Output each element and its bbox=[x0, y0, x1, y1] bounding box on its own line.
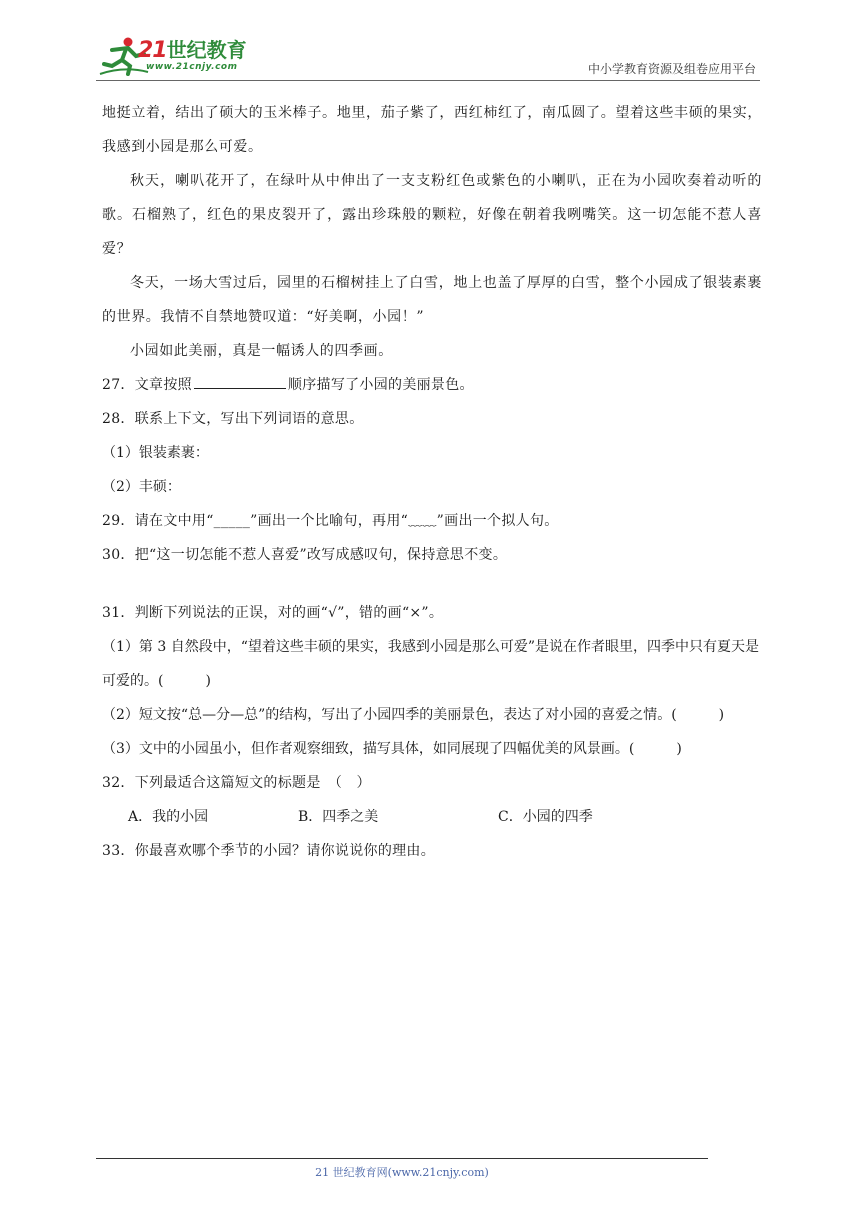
passage-paragraph: 秋天，喇叭花开了，在绿叶从中伸出了一支支粉红色或紫色的小喇叭，正在为小园吹奏着动听的歌。石榴熟了，红色的果皮裂开了，露出珍珠般的颗粒，好像在朝着我咧嘴笑。这一切怎能不惹人喜爱？ bbox=[102, 173, 762, 257]
site-logo bbox=[96, 34, 266, 78]
question-33: 33．你最喜欢哪个季节的小园？请你说说你的理由。 bbox=[102, 843, 436, 859]
passage-paragraph: 冬天，一场大雪过后，园里的石榴树挂上了白雪，地上也盖了厚厚的白雪，整个小园成了银装素裹的世界。我情不自禁地赞叹道：“好美啊，小园！” bbox=[102, 275, 762, 325]
logo-wordmark bbox=[138, 34, 247, 63]
footer-divider bbox=[96, 1158, 708, 1159]
question-31: 31．判断下列说法的正误，对的画“√”，错的画“×”。 bbox=[102, 605, 444, 621]
answer-blank[interactable] bbox=[194, 374, 286, 389]
question-28-item: （2）丰硕： bbox=[102, 479, 181, 495]
logo-number: 21 bbox=[138, 38, 167, 63]
passage-paragraph: 小园如此美丽，真是一幅诱人的四季画。 bbox=[130, 343, 393, 359]
question-32-options bbox=[102, 800, 762, 834]
logo-url: www.21cnjy.com bbox=[146, 62, 238, 72]
option-c[interactable]: C．小园的四季 bbox=[498, 809, 593, 825]
option-b[interactable]: B．四季之美 bbox=[298, 809, 379, 825]
question-27 bbox=[102, 368, 762, 402]
question-27-after: 顺序描写了小园的美丽景色。 bbox=[287, 377, 474, 393]
question-30: 30．把“这一切怎能不惹人喜爱”改写成感叹句，保持意思不变。 bbox=[102, 547, 508, 563]
answer-space bbox=[102, 572, 762, 596]
question-28-item: （1）银装素裹： bbox=[102, 445, 209, 461]
passage-paragraph: 地挺立着，结出了硕大的玉米棒子。地里，茄子紫了，西红柿红了，南瓜圆了。望着这些丰硕的果实，我感到小园是那么可爱。 bbox=[102, 105, 762, 155]
logo-name: 世纪教育 bbox=[166, 38, 247, 62]
question-29: 29．请在文中用“_____”画出一个比喻句，再用“﹏﹏”画出一个拟人句。 bbox=[102, 513, 559, 529]
question-31-item: （3）文中的小园虽小，但作者观察细致，描写具体，如同展现了四幅优美的风景画。( ) bbox=[102, 741, 682, 757]
document-body bbox=[102, 96, 762, 868]
page-header bbox=[96, 34, 760, 81]
option-a[interactable]: A．我的小园 bbox=[128, 809, 209, 825]
question-28: 28．联系上下文，写出下列词语的意思。 bbox=[102, 411, 364, 427]
platform-title: 中小学教育资源及组卷应用平台 bbox=[587, 62, 756, 76]
question-31-item: （1）第 3 自然段中，“望着这些丰硕的果实，我感到小园是那么可爱”是说在作者眼里，四季中只有夏天是可爱的。( ) bbox=[102, 639, 760, 689]
question-31-item: （2）短文按“总—分—总”的结构，写出了小园四季的美丽景色，表达了对小园的喜爱之情。( ) bbox=[102, 707, 725, 723]
page-footer: 21 世纪教育网(www.21cnjy.com) bbox=[315, 1166, 489, 1179]
question-32: 32．下列最适合这篇短文的标题是 （ ） bbox=[102, 775, 371, 791]
question-27-before: 27．文章按照 bbox=[102, 377, 192, 393]
